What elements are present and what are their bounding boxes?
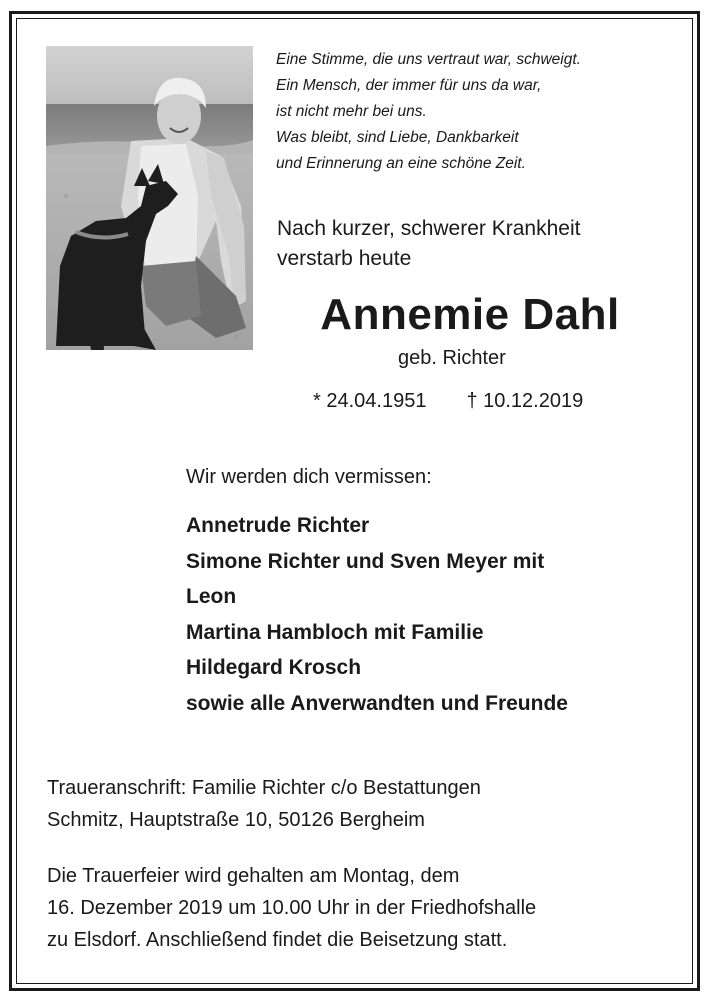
poem-line: ist nicht mehr bei uns. bbox=[276, 103, 427, 120]
portrait-photo bbox=[46, 46, 253, 350]
poem-line: Ein Mensch, der immer für uns da war, bbox=[276, 77, 542, 94]
poem-line: und Erinnerung an eine schöne Zeit. bbox=[276, 155, 526, 172]
mourner-line: Simone Richter und Sven Meyer mit bbox=[186, 549, 545, 573]
mourners-list bbox=[186, 508, 676, 721]
ceremony-line: zu Elsdorf. Anschließend findet die Beisetzung statt. bbox=[47, 929, 508, 951]
intro-line: Nach kurzer, schwerer Krankheit bbox=[277, 217, 581, 240]
mourning-address bbox=[47, 772, 647, 836]
poem-line: Eine Stimme, die uns vertraut war, schweigt. bbox=[276, 51, 581, 68]
mourner-line: Annetrude Richter bbox=[186, 514, 370, 537]
deceased-name: Annemie Dahl bbox=[320, 290, 620, 339]
birth-date: * 24.04.1951 bbox=[313, 390, 427, 412]
ceremony-line: Die Trauerfeier wird gehalten am Montag, dem bbox=[47, 865, 460, 887]
address-line: Traueranschrift: Familie Richter c/o Bestattungen bbox=[47, 777, 481, 799]
memorial-poem bbox=[276, 47, 676, 177]
poem-line: Was bleibt, sind Liebe, Dankbarkeit bbox=[276, 129, 519, 146]
mourner-line: sowie alle Anverwandten und Freunde bbox=[186, 691, 568, 715]
intro-line: verstarb heute bbox=[277, 247, 412, 270]
maiden-name: geb. Richter bbox=[398, 347, 506, 369]
address-line: Schmitz, Hauptstraße 10, 50126 Bergheim bbox=[47, 809, 425, 831]
death-date: † 10.12.2019 bbox=[466, 390, 584, 412]
ceremony-line: 16. Dezember 2019 um 10.00 Uhr in der Friedhofshalle bbox=[47, 897, 537, 919]
mourner-line: Hildegard Krosch bbox=[186, 656, 362, 679]
funeral-ceremony-info bbox=[47, 860, 667, 956]
mourner-line: Martina Hambloch mit Familie bbox=[186, 620, 484, 644]
life-dates bbox=[313, 390, 583, 413]
mourner-line: Leon bbox=[186, 585, 237, 608]
death-announcement-intro bbox=[277, 214, 677, 274]
mourners-heading: Wir werden dich vermissen: bbox=[186, 466, 432, 488]
